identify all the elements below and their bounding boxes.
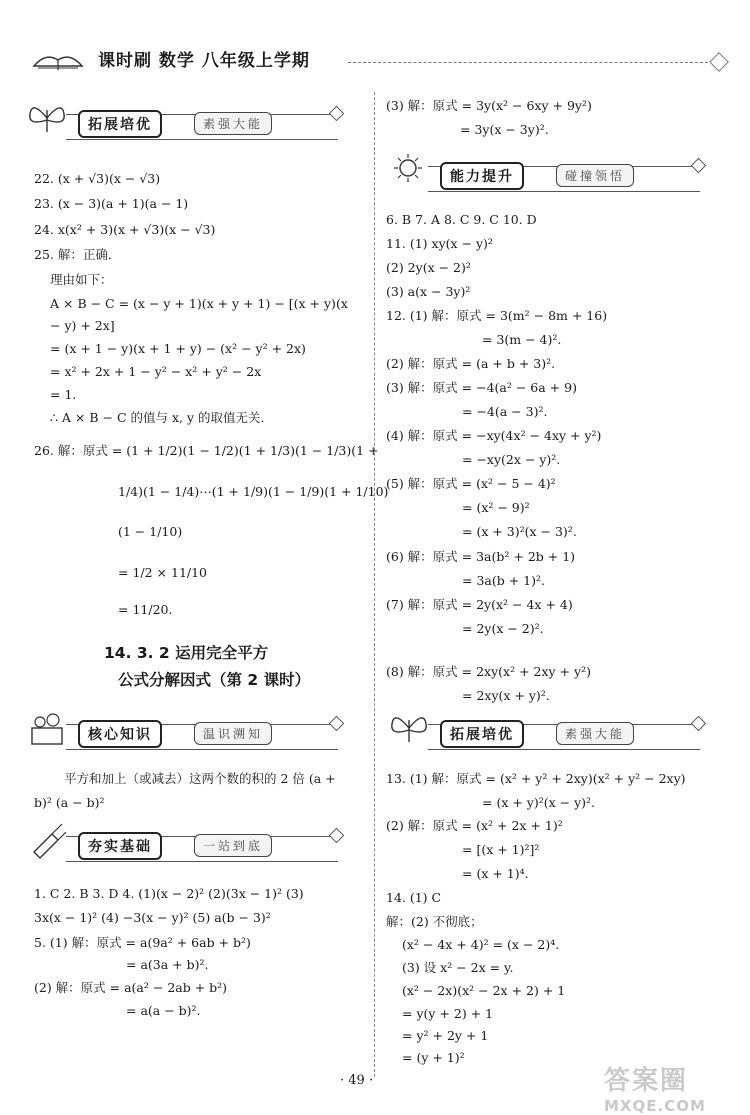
answer-line: − y) + 2x] xyxy=(50,318,115,333)
header-rule xyxy=(348,62,708,63)
answer-line: = 1. xyxy=(50,387,77,402)
watermark-line2: MXQE.COM xyxy=(604,1097,706,1115)
answer-line: ∴ A × B − C 的值与 x, y 的取值无关． xyxy=(50,410,274,425)
answer-line: (3) 解：原式 = −4(a² − 6a + 9) xyxy=(386,380,577,395)
answer-line: A × B − C = (x − y + 1)(x + y + 1) − [(x + y)(x xyxy=(50,296,348,311)
banner-expand-left-1 xyxy=(26,96,346,142)
answer-line: (3) a(x − 3y)² xyxy=(386,284,471,299)
answer-line: = 2y(x − 2)². xyxy=(462,621,544,636)
column-divider xyxy=(374,92,375,1077)
answer-line: = x² + 2x + 1 − y² − x² + y² − 2x xyxy=(50,364,262,379)
answer-line: 14. (1) C xyxy=(386,890,442,905)
answer-line: (8) 解：原式 = 2xy(x² + 2xy + y²) xyxy=(386,664,591,679)
section-title-line2: 公式分解因式（第 2 课时） xyxy=(118,671,311,689)
answer-line: 24. x(x² + 3)(x + √3)(x − √3) xyxy=(34,222,216,237)
answer-line: 12. (1) 解：原式 = 3(m² − 8m + 16) xyxy=(386,308,608,323)
answer-line: 23. (x − 3)(a + 1)(a − 1) xyxy=(34,196,189,211)
banner-label: 拓展培优 xyxy=(440,720,524,748)
answer-line: 3x(x − 1)² (4) −3(x − y)² (5) a(b − 3)² xyxy=(34,910,271,925)
header-diamond-icon xyxy=(709,52,729,72)
answer-line: 1. C 2. B 3. D 4. (1)(x − 2)² (2)(3x − 1)² (3) xyxy=(34,886,304,901)
answer-line: 25. 解：正确． xyxy=(34,247,121,262)
answer-line: 13. (1) 解：原式 = (x² + y² + 2xy)(x² + y² − 2xy) xyxy=(386,771,686,786)
answer-line: 1/4)(1 − 1/4)⋯(1 + 1/9)(1 − 1/9)(1 + 1/10) xyxy=(118,484,389,499)
watermark-line1: 答案圈 xyxy=(604,1066,689,1096)
answer-line: (2) 解：原式 = (x² + 2x + 1)² xyxy=(386,818,563,833)
answer-line: (2) 解：原式 = (a + b + 3)². xyxy=(386,356,556,371)
answer-line: (4) 解：原式 = −xy(4x² − 4xy + y²) xyxy=(386,428,602,443)
answer-line: 解：(2) 不彻底； xyxy=(386,914,483,929)
answer-line: (x² − 2x)(x² − 2x + 2) + 1 xyxy=(402,983,566,998)
answer-line: = (y + 1)² xyxy=(402,1050,465,1065)
answer-line: = a(a − b)². xyxy=(126,1003,201,1018)
sun-icon xyxy=(388,150,430,190)
answer-line: = −4(a − 3)². xyxy=(462,404,548,419)
banner-sub: 素强大能 xyxy=(194,112,272,135)
answer-line: 22. (x + √3)(x − √3) xyxy=(34,171,161,186)
page-number: · 49 · xyxy=(340,1073,374,1088)
answer-line: (x² − 4x + 4)² = (x − 2)⁴. xyxy=(402,937,560,952)
answer-line: (3) 设 x² − 2x = y. xyxy=(402,960,514,975)
banner-sub: 碰撞领悟 xyxy=(556,164,634,187)
answer-line: = (x² − 9)² xyxy=(462,500,530,515)
core-line: b)² (a − b)² xyxy=(34,795,105,810)
answer-line: = y(y + 2) + 1 xyxy=(402,1006,494,1021)
banner-ability xyxy=(388,148,708,194)
answer-line: = (x + 1 − y)(x + 1 + y) − (x² − y² + 2x) xyxy=(50,341,306,356)
butterfly-icon xyxy=(388,708,430,748)
answer-line: 理由如下： xyxy=(50,272,113,287)
banner-sub: 温识溯知 xyxy=(194,722,272,745)
answer-line: = (x + 3)²(x − 3)². xyxy=(462,524,577,539)
answer-line: (2) 解：原式 = a(a² − 2ab + b²) xyxy=(34,980,228,995)
answer-line: 11. (1) xy(x − y)² xyxy=(386,236,493,251)
banner-core-knowledge xyxy=(26,706,346,752)
answer-line: 5. (1) 解：原式 = a(9a² + 6ab + b²) xyxy=(34,935,251,950)
answer-line: 26. 解：原式 = (1 + 1/2)(1 − 1/2)(1 + 1/3)(1 − 1/3)(1 + xyxy=(34,443,379,458)
answer-line: (5) 解：原式 = (x² − 5 − 4)² xyxy=(386,476,556,491)
banner-sub: 一站到底 xyxy=(194,834,272,857)
answer-line: (3) 解：原式 = 3y(x² − 6xy + 9y²) xyxy=(386,98,592,113)
answer-line: = 3a(b + 1)². xyxy=(462,573,545,588)
flower-basket-icon xyxy=(26,708,68,748)
answer-line: (6) 解：原式 = 3a(b² + 2b + 1) xyxy=(386,549,576,564)
answer-line: 6. B 7. A 8. C 9. C 10. D xyxy=(386,212,537,227)
flashlight-icon xyxy=(26,820,68,860)
banner-label: 能力提升 xyxy=(440,162,524,190)
answer-line: = 11/20. xyxy=(118,602,173,617)
book-logo-icon xyxy=(32,46,84,72)
answer-line: = −xy(2x − y)². xyxy=(462,452,561,467)
answer-line: = a(3a + b)². xyxy=(126,957,209,972)
banner-expand-right xyxy=(388,706,708,752)
answer-line: = y² + 2y + 1 xyxy=(402,1028,489,1043)
section-title-line1: 14. 3. 2 运用完全平方 xyxy=(104,644,269,662)
core-line: 平方和加上（或减去）这两个数的积的 2 倍 (a + xyxy=(64,771,336,786)
answer-line: (2) 2y(x − 2)² xyxy=(386,260,471,275)
answer-line: = 3y(x − 3y)². xyxy=(460,122,549,137)
banner-label: 核心知识 xyxy=(78,720,162,748)
answer-line: = [(x + 1)²]² xyxy=(462,842,540,857)
answer-line: = 1/2 × 11/10 xyxy=(118,565,208,580)
answer-line: (1 − 1/10) xyxy=(118,524,183,539)
answer-line: = 2xy(x + y)². xyxy=(462,688,550,703)
butterfly-icon xyxy=(26,98,68,138)
answer-line: = 3(m − 4)². xyxy=(482,332,562,347)
answer-line: (7) 解：原式 = 2y(x² − 4x + 4) xyxy=(386,597,573,612)
answer-line: = (x + y)²(x − y)². xyxy=(482,795,596,810)
banner-foundation xyxy=(26,818,346,864)
page-header xyxy=(18,38,730,78)
answer-line: = (x + 1)⁴. xyxy=(462,866,529,881)
banner-sub: 素强大能 xyxy=(556,722,634,745)
banner-label: 拓展培优 xyxy=(78,110,162,138)
banner-label: 夯实基础 xyxy=(78,832,162,860)
header-title: 课时刷 数学 八年级上学期 xyxy=(98,51,310,71)
